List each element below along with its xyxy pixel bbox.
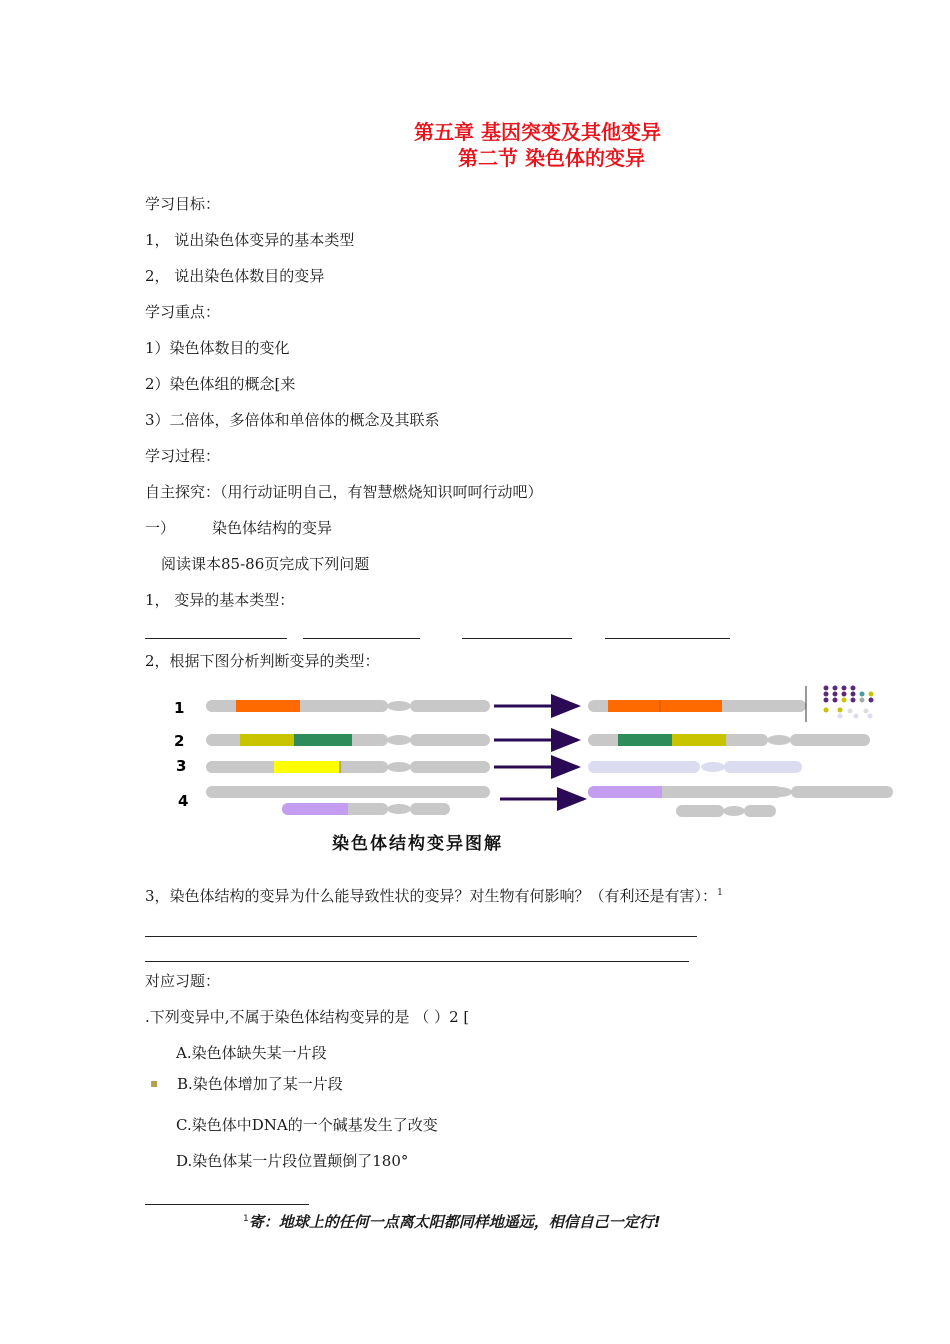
row2-mutated-chromosome [588, 734, 870, 746]
focus-item-3: 3）二倍体，多倍体和单倍体的概念及其联系 [145, 411, 440, 429]
row-label-1: 1 [174, 699, 185, 717]
section-title: 第二节 染色体的变异 [458, 146, 645, 170]
question-2: 2，根据下图分析判断变异的类型： [145, 652, 380, 670]
answer-blank-3[interactable] [462, 638, 572, 639]
chapter-title: 第五章 基因突变及其他变异 [414, 120, 661, 144]
answer-line-1[interactable] [145, 936, 697, 937]
chromosome-diagram [160, 680, 910, 854]
row1-dot-cluster [824, 686, 874, 719]
reading-instruction: 阅读课本85-86页完成下列问题 [161, 555, 370, 573]
row-label-2: 2 [174, 732, 185, 750]
option-a[interactable]: A.染色体缺失某一片段 [176, 1044, 327, 1062]
answer-blank-1[interactable] [145, 638, 287, 639]
row4-original-chromosomes [206, 786, 490, 815]
question-3-footnote-ref: 1 [717, 888, 723, 898]
part-one-title: 染色体结构的变异 [212, 519, 333, 537]
question-1: 1， 变异的基本类型： [145, 591, 295, 609]
bullet-mark: ▪ [150, 1076, 159, 1090]
footnote: $^1$寄：地球上的任何一点离太阳都同样地遥远，相信自己一定行! [243, 1213, 661, 1231]
focus-heading: 学习重点： [145, 303, 221, 321]
chromosome-diagram-svg [160, 680, 910, 850]
process-heading: 学习过程： [145, 447, 221, 465]
answer-line-2[interactable] [145, 961, 689, 962]
row1-mutated-chromosome [588, 686, 806, 722]
focus-item-2: 2）染色体组的概念[来 [145, 375, 296, 393]
option-c[interactable]: C.染色体中DNA的一个碱基发生了改变 [176, 1116, 438, 1134]
goal-item-2: 2， 说出染色体数目的变异 [145, 267, 325, 285]
exercise-question: .下列变异中,不属于染色体结构变异的是 （ ）2 [ [145, 1008, 470, 1026]
row2-original-chromosome [206, 734, 490, 746]
goals-heading: 学习目标： [145, 195, 221, 213]
self-study-line: 自主探究：（用行动证明自己，有智慧燃烧知识呵呵行动吧） [145, 483, 543, 501]
row-label-3: 3 [176, 757, 187, 775]
focus-item-1: 1）染色体数目的变化 [145, 339, 290, 357]
footnote-number: 1 [243, 1214, 249, 1224]
answer-blank-4[interactable] [605, 638, 730, 639]
exercise-heading: 对应习题： [145, 972, 221, 990]
row3-original-chromosome [206, 761, 490, 773]
row3-mutated-chromosome [588, 761, 802, 773]
footnote-separator [145, 1204, 309, 1205]
diagram-caption: 染色体结构变异图解 [332, 834, 503, 854]
option-d[interactable]: D.染色体某一片段位置颠倒了180° [176, 1152, 409, 1170]
row-label-4: 4 [178, 792, 189, 810]
answer-blank-2[interactable] [303, 638, 420, 639]
part-one-number: 一） [145, 519, 176, 537]
question-3: 3，染色体结构的变异为什么能导致性状的变异？对生物有何影响？（有利还是有害）：$^1$ [145, 887, 723, 905]
row1-original-chromosome [206, 700, 490, 712]
row4-mutated-chromosomes [588, 786, 893, 817]
goal-item-1: 1， 说出染色体变异的基本类型 [145, 231, 355, 249]
option-b[interactable]: B.染色体增加了某一片段 [177, 1075, 343, 1093]
